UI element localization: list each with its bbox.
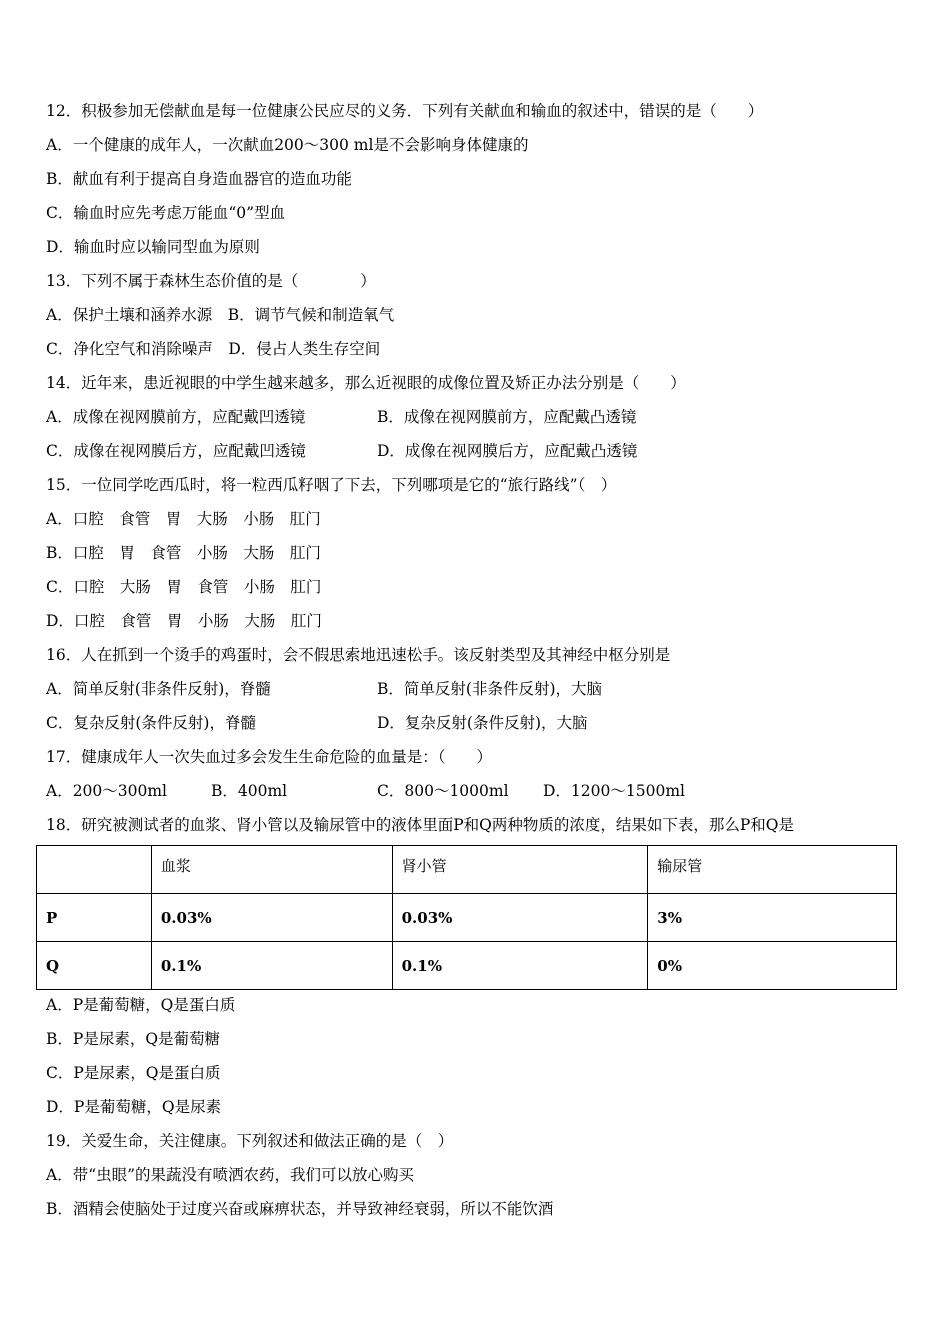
q16-option-d: D．复杂反射(条件反射)，大脑	[377, 714, 588, 732]
table-cell: 0.1%	[392, 942, 648, 990]
table-cell: 0%	[648, 942, 897, 990]
table-cell: 3%	[648, 894, 897, 942]
q17-stem: 17．健康成年人一次失血过多会发生生命危险的血量是：（ ）	[46, 748, 492, 766]
q17-option-c: C．800～1000ml	[377, 782, 509, 800]
q16-option-c: C．复杂反射(条件反射)，脊髓	[46, 714, 256, 732]
q15-option-d: D．口腔 食管 胃 小肠 大肠 肛门	[46, 612, 322, 630]
table-header-cell	[37, 846, 152, 894]
table-cell: 0.03%	[392, 894, 648, 942]
q19-option-b: B．酒精会使脑处于过度兴奋或麻痹状态，并导致神经衰弱，所以不能饮酒	[46, 1200, 554, 1218]
q15-stem: 15．一位同学吃西瓜时，将一粒西瓜籽咽了下去，下列哪项是它的“旅行路线”（ ）	[46, 476, 617, 494]
q14-option-d: D．成像在视网膜后方，应配戴凸透镜	[377, 442, 638, 460]
q12-option-b: B．献血有利于提高自身造血器官的造血功能	[46, 170, 352, 188]
table-cell: Q	[37, 942, 152, 990]
table-header-cell: 血浆	[151, 846, 392, 894]
q18-stem: 18．研究被测试者的血浆、肾小管以及输尿管中的液体里面P和Q两种物质的浓度，结果如下表，那么P和Q是	[46, 816, 794, 834]
q12-option-c: C．输血时应先考虑万能血“0”型血	[46, 204, 286, 222]
q13-option-ab: A．保护土壤和涵养水源 B．调节气候和制造氧气	[46, 306, 395, 324]
q16-stem: 16．人在抓到一个烫手的鸡蛋时，会不假思索地迅速松手。该反射类型及其神经中枢分别是	[46, 646, 671, 664]
table-header-row	[37, 846, 897, 894]
q12-option-a: A．一个健康的成年人，一次献血200～300 ml是不会影响身体健康的	[46, 136, 529, 154]
q15-option-b: B．口腔 胃 食管 小肠 大肠 肛门	[46, 544, 321, 562]
q18-option-d: D．P是葡萄糖，Q是尿素	[46, 1098, 222, 1116]
q14-stem: 14．近年来，患近视眼的中学生越来越多，那么近视眼的成像位置及矫正办法分别是（ ）	[46, 374, 686, 392]
q16-option-a: A．简单反射(非条件反射)，脊髓	[46, 680, 271, 698]
q13-option-cd: C．净化空气和消除噪声 D．侵占人类生存空间	[46, 340, 381, 358]
q17-option-b: B．400ml	[211, 782, 288, 800]
q17-option-a: A．200～300ml	[46, 782, 168, 800]
q15-option-c: C．口腔 大肠 胃 食管 小肠 肛门	[46, 578, 322, 596]
table-cell: 0.03%	[151, 894, 392, 942]
q18-option-b: B．P是尿素，Q是葡萄糖	[46, 1030, 221, 1048]
table-header-cell: 输尿管	[648, 846, 897, 894]
q12-stem: 12．积极参加无偿献血是每一位健康公民应尽的义务．下列有关献血和输血的叙述中，错误的是（ ）	[46, 102, 764, 120]
q14-option-a: A．成像在视网膜前方，应配戴凹透镜	[46, 408, 306, 426]
table-cell: 0.1%	[151, 942, 392, 990]
q14-option-c: C．成像在视网膜后方，应配戴凹透镜	[46, 442, 306, 460]
q18-option-c: C．P是尿素，Q是蛋白质	[46, 1064, 221, 1082]
q19-stem: 19．关爱生命，关注健康。下列叙述和做法正确的是（ ）	[46, 1132, 454, 1150]
table-row	[37, 942, 897, 990]
table-header-cell: 肾小管	[392, 846, 648, 894]
q14-option-b: B．成像在视网膜前方，应配戴凸透镜	[377, 408, 637, 426]
q18-option-a: A．P是葡萄糖，Q是蛋白质	[46, 996, 236, 1014]
q18-concentration-table	[36, 845, 897, 990]
q19-option-a: A．带“虫眼”的果蔬没有喷洒农药，我们可以放心购买	[46, 1166, 415, 1184]
table-cell: P	[37, 894, 152, 942]
q16-option-b: B．简单反射(非条件反射)，大脑	[377, 680, 602, 698]
q15-option-a: A．口腔 食管 胃 大肠 小肠 肛门	[46, 510, 321, 528]
q13-stem: 13．下列不属于森林生态价值的是（ ）	[46, 272, 376, 290]
q12-option-d: D．输血时应以输同型血为原则	[46, 238, 260, 256]
table-row	[37, 894, 897, 942]
q17-option-d: D．1200～1500ml	[543, 782, 685, 800]
